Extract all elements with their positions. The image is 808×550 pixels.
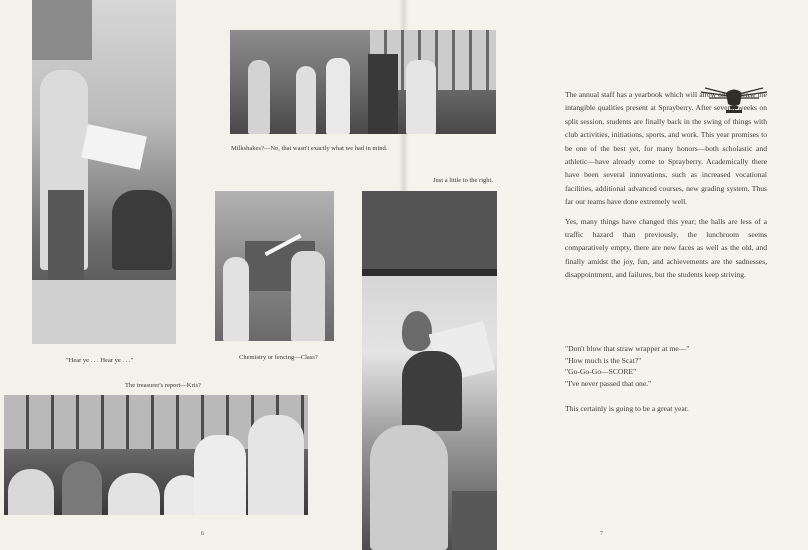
page-number-left: 6 (201, 531, 204, 537)
photo-classroom-students (4, 395, 308, 515)
caption-milkshakes: Milkshakes?—No, that wasn't exactly what we had in mind. (231, 145, 388, 152)
photo-chemistry (215, 191, 334, 341)
body-text (565, 88, 767, 288)
quote-item: "How much is the Scat?" (565, 355, 642, 365)
quote-item: "Don't blow that straw wrapper at me—" (565, 344, 690, 353)
quote-item: "Go-Go-Go—SCORE" (565, 367, 637, 377)
photo-teacher-reading (32, 0, 176, 344)
caption-just-a-little: Just a little to the right. (433, 177, 493, 184)
page-number-right: 7 (600, 531, 603, 537)
caption-chemistry: Chemistry or fencing—Class? (239, 354, 318, 361)
quote-item: "I've never passed that one." (565, 378, 652, 388)
photo-hallway-poster (362, 191, 497, 550)
quotes-list (565, 343, 767, 389)
caption-hear-ye: "Hear ye . . . Hear ye . . ." (66, 357, 134, 364)
photo-lab-group (230, 30, 496, 134)
caption-treasurer: The treasurer's report—Kris? (125, 382, 201, 389)
closing-line: This certainly is going to be a great year. (565, 404, 689, 413)
body-paragraph-2: Yes, many things have changed this year; the halls are less of a traffic hazard than previously, the lunchroom seems comparatively empty, there are new faces as well as the old, and finally amidst the joy, fun, and achievements are the sadnesses, disappointment, and failures, but the students keep striving. (565, 216, 767, 280)
body-paragraph-1: The annual staff has a yearbook which will allow one to sense the intangible qualities present at Sprayberry. After several weeks on split session, students are finally back in the swing of things with club activities, initiations, sports, and work. This year promises to be one of the best yet, for many honors—both scholastic and athletic—have already come to Sprayberry. Academically there have been several innovations, such as increased vocational facilities, additional advanced courses, new grading system. Thus far our teams have done extremely well. (565, 90, 767, 207)
